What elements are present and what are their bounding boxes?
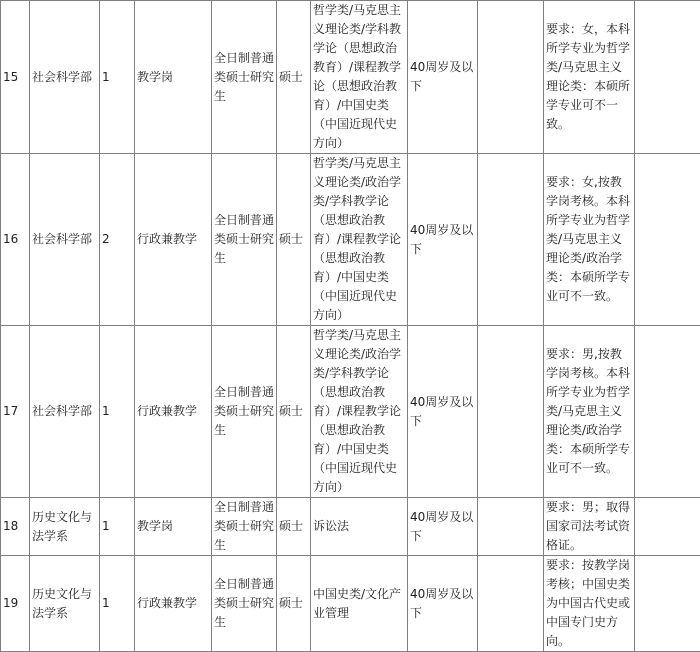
- major-cell: 中国史类/文化产业管理: [311, 556, 408, 652]
- blank-cell: [635, 498, 700, 556]
- education-cell: 全日制普通类硕士研究生: [212, 326, 277, 498]
- degree-cell: 硕士: [277, 154, 311, 326]
- extra-cell: [478, 556, 544, 652]
- age-cell: 40周岁及以下: [408, 556, 478, 652]
- post-type-cell: 教学岗: [135, 498, 212, 556]
- department-cell: 社会科学部: [30, 1, 100, 154]
- headcount-cell: 1: [100, 556, 135, 652]
- row-number: 18: [1, 498, 30, 556]
- note-cell: 要求：女,按教学岗考核。本科所学专业为哲学类/马克思主义理论类/政治学类：本硕所学专业可不一致。: [544, 154, 635, 326]
- degree-cell: 硕士: [277, 1, 311, 154]
- blank-cell: [635, 326, 700, 498]
- age-cell: 40周岁及以下: [408, 326, 478, 498]
- table-row: [1, 154, 700, 326]
- blank-cell: [635, 154, 700, 326]
- row-number: 17: [1, 326, 30, 498]
- headcount-cell: 1: [100, 498, 135, 556]
- department-cell: 社会科学部: [30, 326, 100, 498]
- blank-cell: [635, 1, 700, 154]
- extra-cell: [478, 498, 544, 556]
- post-type-cell: 行政兼教学: [135, 326, 212, 498]
- age-cell: 40周岁及以下: [408, 498, 478, 556]
- department-cell: 社会科学部: [30, 154, 100, 326]
- extra-cell: [478, 326, 544, 498]
- department-cell: 历史文化与法学系: [30, 556, 100, 652]
- extra-cell: [478, 1, 544, 154]
- blank-cell: [635, 556, 700, 652]
- row-number: 16: [1, 154, 30, 326]
- row-number: 19: [1, 556, 30, 652]
- headcount-cell: 1: [100, 326, 135, 498]
- table-row: [1, 1, 700, 154]
- education-cell: 全日制普通类硕士研究生: [212, 1, 277, 154]
- degree-cell: 硕士: [277, 498, 311, 556]
- education-cell: 全日制普通类硕士研究生: [212, 154, 277, 326]
- age-cell: 40周岁及以下: [408, 154, 478, 326]
- major-cell: 哲学类/马克思主义理论类/政治学类/学科教学论（思想政治教育）/课程教学论（思想政治教育）/中国史类（中国近现代史方向）: [311, 154, 408, 326]
- headcount-cell: 2: [100, 154, 135, 326]
- note-cell: 要求：女，本科所学专业为哲学类/马克思主义理论类：本硕所学专业可不一致。: [544, 1, 635, 154]
- table-row: [1, 326, 700, 498]
- note-cell: 要求：男；取得国家司法考试资格证。: [544, 498, 635, 556]
- education-cell: 全日制普通类硕士研究生: [212, 556, 277, 652]
- education-cell: 全日制普通类硕士研究生: [212, 498, 277, 556]
- major-cell: 哲学类/马克思主义理论类/学科教学论（思想政治教育）/课程教学论（思想政治教育）/中国史类（中国近现代史方向）: [311, 1, 408, 154]
- post-type-cell: 行政兼教学: [135, 154, 212, 326]
- table-row: [1, 556, 700, 652]
- major-cell: 哲学类/马克思主义理论类/政治学类/学科教学论（思想政治教育）/课程教学论（思想政治教育）/中国史类（中国近现代史方向）: [311, 326, 408, 498]
- table-row: [1, 498, 700, 556]
- major-cell: 诉讼法: [311, 498, 408, 556]
- post-type-cell: 教学岗: [135, 1, 212, 154]
- department-cell: 历史文化与法学系: [30, 498, 100, 556]
- note-cell: 要求：男,按教学岗考核。本科所学专业为哲学类/马克思主义理论类/政治学类：本硕所学专业可不一致。: [544, 326, 635, 498]
- degree-cell: 硕士: [277, 326, 311, 498]
- extra-cell: [478, 154, 544, 326]
- degree-cell: 硕士: [277, 556, 311, 652]
- row-number: 15: [1, 1, 30, 154]
- post-type-cell: 行政兼教学: [135, 556, 212, 652]
- age-cell: 40周岁及以下: [408, 1, 478, 154]
- headcount-cell: 1: [100, 1, 135, 154]
- note-cell: 要求：按教学岗考核；中国史类为中国古代史或中国专门史方向。: [544, 556, 635, 652]
